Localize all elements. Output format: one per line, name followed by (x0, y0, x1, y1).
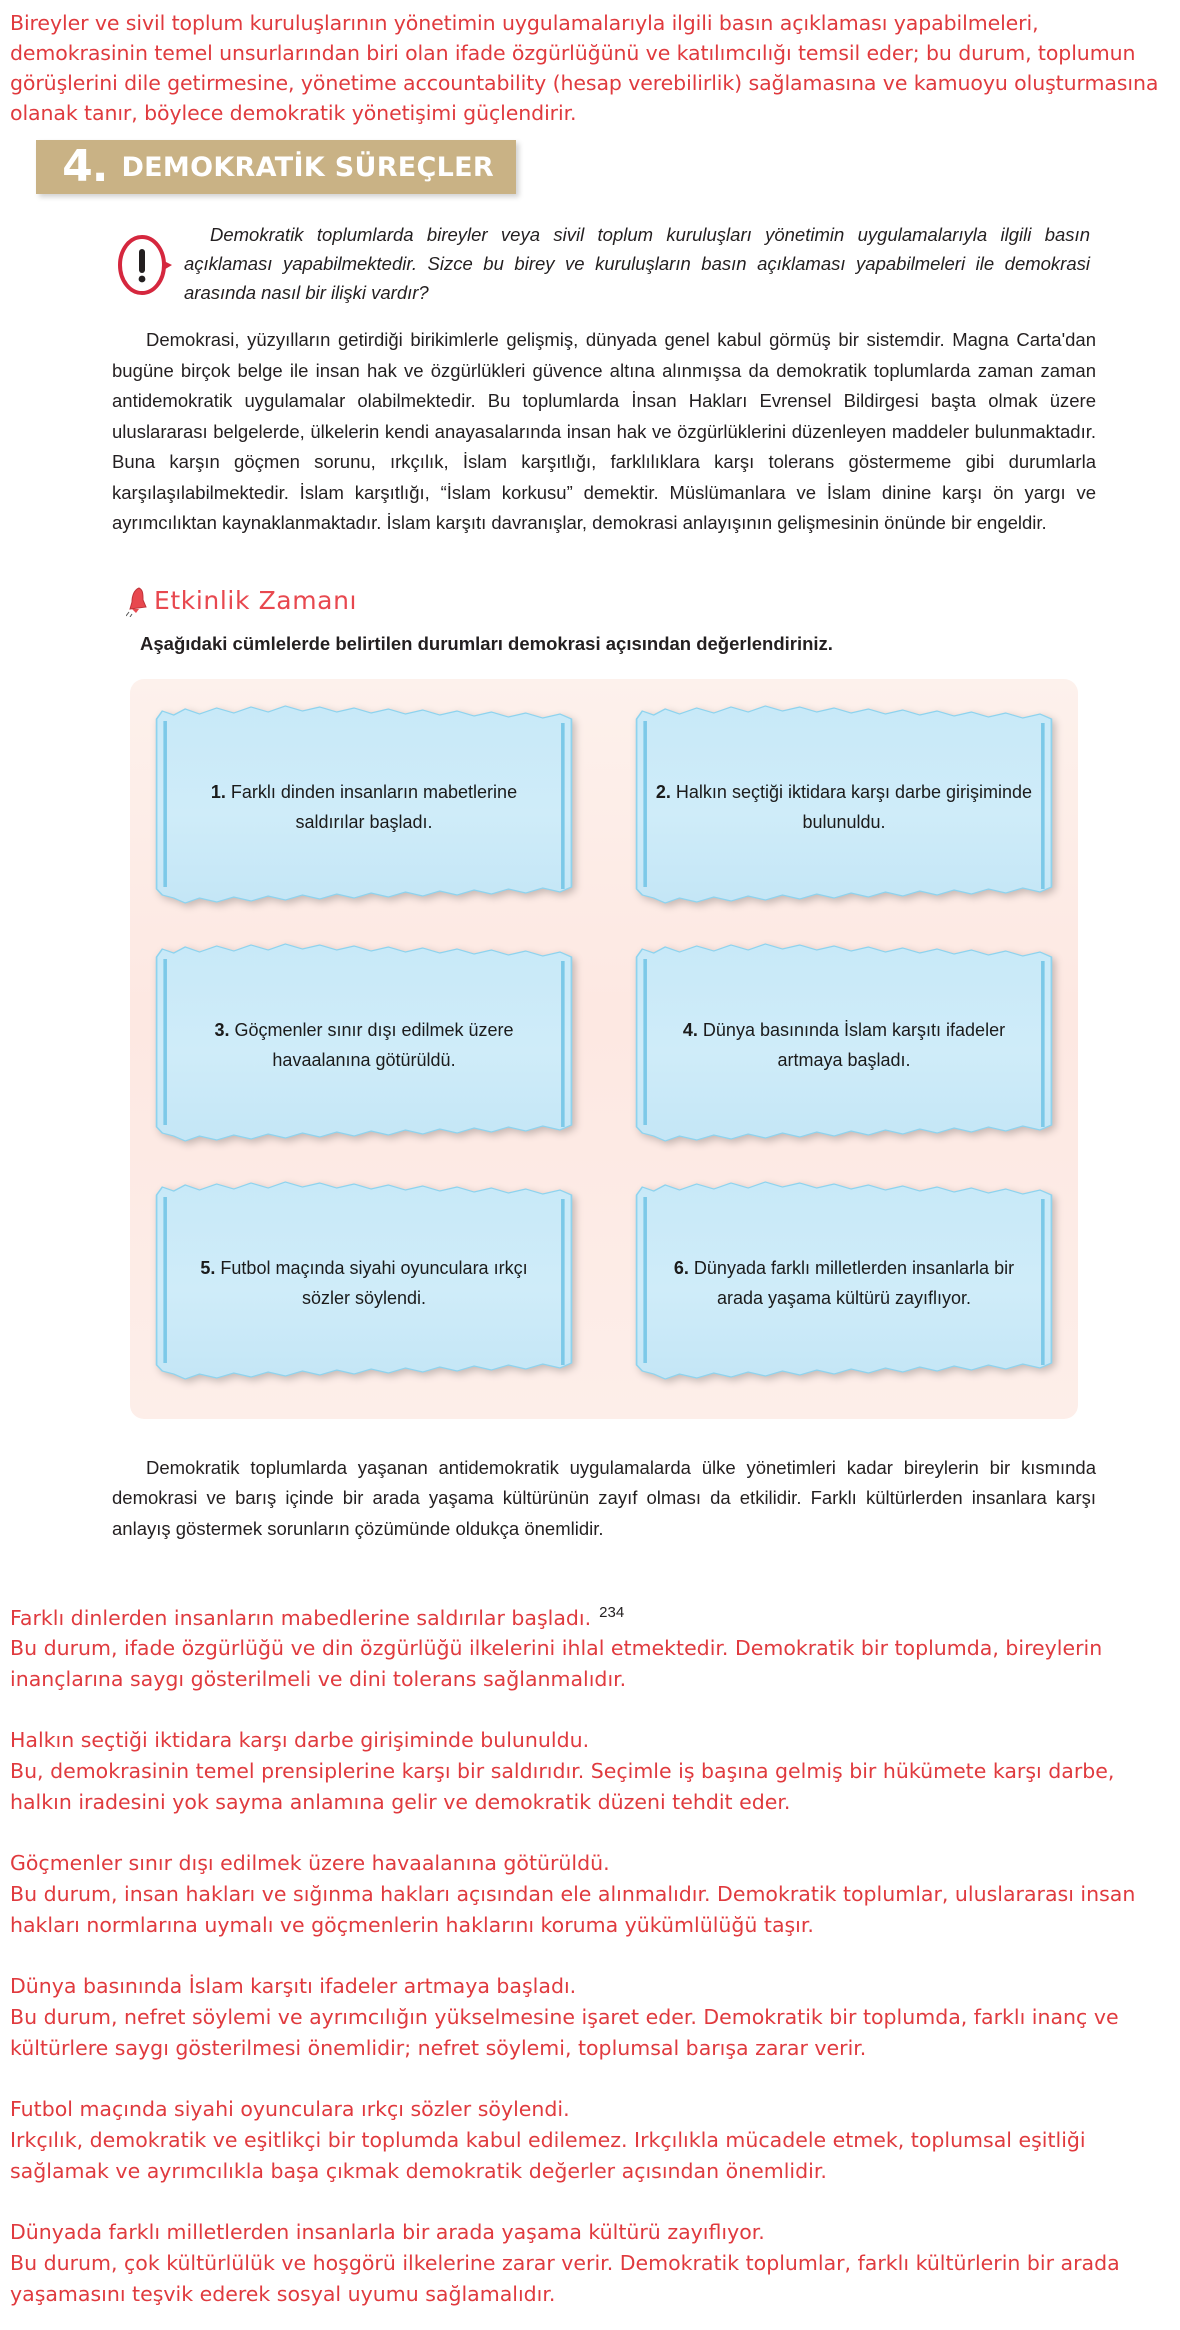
answer-text: Irkçılık, demokratik ve eşitlikçi bir toplumda kabul edilemez. Irkçılıkla mücadele etmek, toplumsal eşitliği sağlamak ve ayrımcılıkla başa çıkmak demokratik değerler açısından önemlidir. (10, 2125, 1166, 2187)
section-title: DEMOKRATİK SÜREÇLER (121, 152, 494, 183)
activity-note[interactable] (628, 1177, 1060, 1389)
activity-panel (130, 679, 1078, 1419)
answer-text: Bu, demokrasinin temel prensiplerine karşı bir saldırıdır. Seçimle iş başına gelmiş bir hükümete karşı darbe, halkın iradesini yok sayma anlamına gelir ve demokratik düzeni tehdit eder. (10, 1756, 1166, 1818)
answer-text: Bu durum, insan hakları ve sığınma hakları açısından ele alınmalıdır. Demokratik toplumlar, uluslararası insan hakları normlarına uymalı ve göçmenlerin haklarını koruma yükümlülüğü taşır. (10, 1879, 1166, 1941)
intro-paragraph: Bireyler ve sivil toplum kuruluşlarının yönetimin uygulamalarıyla ilgili basın açıklaması yapabilmeleri, demokrasinin temel unsurlarından biri olan ifade özgürlüğünü ve katılımcılığı temsil eder; bu durum, toplumun görüşlerini dile getirmesine, yönetime accountability (hesap verebilirlik) sağlamasına ve kamuoyu oluşturmasına olanak tanır, böylece demokratik yönetişimi güçlendirir. (0, 0, 1180, 128)
body-paragraph: Demokrasi, yüzyılların getirdiği birikimlerle gelişmiş, dünyada genel kabul görmüş bir sistemdir. Magna Carta'dan bugüne birçok belge ile insan hak ve özgürlükleri güvence altına alınmışsa da demokratik toplumlarda zaman zaman antidemokratik uygulamalar olabilmektedir. Bu toplumlarda İnsan Hakları Evrensel Bildirgesi başta olmak üzere uluslararası belgelerde, ülkelerin kendi anayasalarında insan hak ve özgürlüklerini düzenleyen maddeler bulunmaktadır. Buna karşın göçmen sorunu, ırkçılık, İslam karşıtlığı, farklılıklara karşı tolerans göstermeme gibi durumlarla karşılaşılabilmektedir. İslam karşıtlığı, “İslam korkusu” demektir. Müslümanlara ve İslam dinine karşı ön yargı ve ayrımcılıktan kaynaklanmaktadır. İslam karşıtı davranışlar, demokrasi anlayışının gelişmesinin önünde bir engeldir. (112, 325, 1096, 539)
answer-question: Futbol maçında siyahi oyunculara ırkçı sözler söylendi. (10, 2094, 1166, 2125)
callout-question (112, 220, 1096, 307)
answer-key (0, 1563, 1180, 2330)
activity-prompt: Aşağıdaki cümlelerde belirtilen durumları demokrasi açısından değerlendiriniz. (140, 633, 1096, 655)
answer-block (10, 1725, 1166, 1818)
answer-question: Farklı dinlerden insanların mabedlerine saldırılar başladı. $^{234}$ (10, 1597, 1166, 1634)
answer-block (10, 1597, 1166, 1696)
activity-note-number: 6. (674, 1258, 694, 1278)
answer-question: Halkın seçtiği iktidara karşı darbe girişiminde bulunuldu. (10, 1725, 1166, 1756)
page-content (0, 220, 1180, 1544)
exclamation-icon (112, 232, 174, 298)
answer-text: Bu durum, ifade özgürlüğü ve din özgürlüğü ilkelerini ihlal etmektedir. Demokratik bir toplumda, bireylerin inançlarına saygı gösterilmeli ve dini tolerans sağlanmalıdır. (10, 1633, 1166, 1695)
activity-note-text: 4. Dünya basınında İslam karşıtı ifadeler artmaya başladı. (654, 1015, 1034, 1075)
activity-label: Etkinlik Zamanı (154, 586, 357, 615)
section-number: 4. (62, 145, 107, 189)
activity-note-text: 2. Halkın seçtiği iktidara karşı darbe girişiminde bulunuldu. (654, 777, 1034, 837)
notes-grid (148, 701, 1060, 1389)
activity-note-text: 1. Farklı dinden insanların mabetlerine saldırılar başladı. (174, 777, 554, 837)
activity-note-number: 1. (211, 782, 231, 802)
activity-note-number: 3. (214, 1020, 234, 1040)
activity-note-text: 3. Göçmenler sınır dışı edilmek üzere havaalanına götürüldü. (174, 1015, 554, 1075)
bell-icon (126, 585, 152, 617)
answer-question: Dünya basınında İslam karşıtı ifadeler artmaya başladı. (10, 1971, 1166, 2002)
answer-question: Dünyada farklı milletlerden insanlarla bir arada yaşama kültürü zayıflıyor. (10, 2217, 1166, 2248)
activity-note[interactable] (148, 1177, 580, 1389)
answer-block (10, 2094, 1166, 2187)
activity-note-number: 2. (656, 782, 676, 802)
activity-note[interactable] (148, 939, 580, 1151)
activity-note-text: 5. Futbol maçında siyahi oyunculara ırkçı sözler söylendi. (174, 1253, 554, 1313)
activity-note-number: 4. (683, 1020, 703, 1040)
answer-text: Bu durum, nefret söylemi ve ayrımcılığın yükselmesine işaret eder. Demokratik bir toplumda, farklı inanç ve kültürlere saygı gösterilmesi önemlidir; nefret söylemi, toplumsal barışa zarar verir. (10, 2002, 1166, 2064)
answer-question: Göçmenler sınır dışı edilmek üzere havaalanına götürüldü. (10, 1848, 1166, 1879)
closing-paragraph: Demokratik toplumlarda yaşanan antidemokratik uygulamalarda ülke yönetimleri kadar bireylerin bir kısmında demokrasi ve barış içinde bir arada yaşama kültürünün zayıf olması da etkilidir. Farklı kültürlerden insanlara karşı anlayış göstermek sorunların çözümünde oldukça önemlidir. (112, 1453, 1096, 1545)
answer-text: Bu durum, çok kültürlülük ve hoşgörü ilkelerine zarar verir. Demokratik toplumlar, farklı kültürlerin bir arada yaşamasını teşvik ederek sosyal uyumu sağlamalıdır. (10, 2248, 1166, 2310)
activity-note-number: 5. (200, 1258, 220, 1278)
page-number: 234 (599, 1604, 624, 1621)
activity-note[interactable] (148, 701, 580, 913)
activity-heading (126, 585, 1096, 617)
callout-text: Demokratik toplumlarda bireyler veya sivil toplum kuruluşları yönetimin uygulamalarıyla ilgili basın açıklaması yapabilmektedir. Sizce bu birey ve kuruluşların basın açıklaması yapabilmeleri ile demokrasi arasında nasıl bir ilişki vardır? (174, 220, 1096, 307)
answer-block (10, 1848, 1166, 1941)
activity-note[interactable] (628, 939, 1060, 1151)
activity-note[interactable] (628, 701, 1060, 913)
activity-note-text: 6. Dünyada farklı milletlerden insanlarla bir arada yaşama kültürü zayıflıyor. (654, 1253, 1034, 1313)
section-title-bar (36, 140, 516, 194)
answer-block (10, 2217, 1166, 2310)
answer-block (10, 1971, 1166, 2064)
